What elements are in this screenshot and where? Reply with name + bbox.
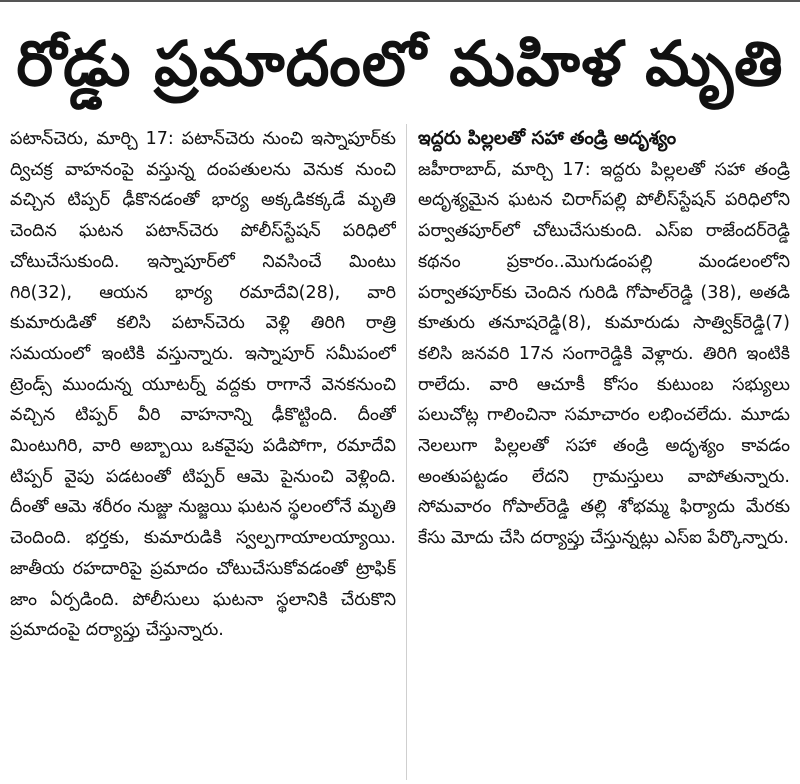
story2-heading: ఇద్దరు పిల్లలతో సహా తండ్రి అదృశ్యం [418,128,677,149]
headline: రోడ్డు ప్రమాదంలో మహిళ మృతి [16,27,784,100]
story1-body: పటాన్‌చెరు, మార్చి 17: పటాన్‌చెరు నుంచి ఇస్నాపూర్‌కు ద్విచక్ర వాహనంపై వస్తున్న దంపతులను వెనుక నుంచి వచ్చిన టిప్పర్ ఢీకొనడంతో భార్య అక్కడికక్కడే మృతి చెందిన ఘటన పటాన్‌చెరు పోలీస్‌స్టేషన్ పరిధిలో చోటుచేసుకుంది. ఇస్నాపూర్‌లో నివసించే మింటు గిరి(32), ఆయన భార్య రమాదేవి(28), వారి కుమారుడితో కలిసి పటాన్‌చెరు వెళ్లి తిరిగి రాత్రి సమయంలో ఇంటికి వస్తున్నారు. ఇస్నాపూర్ సమీపంలో ట్రెండ్స్ ముందున్న యూటర్న్ వద్దకు రాగానే వెనకనుంచి వచ్చిన టిప్పర్ వీరి వాహనాన్ని ఢీకొట్టింది. దీంతో మింటుగిరి, వారి అబ్బాయి ఒకవైపు పడిపోగా, రమాదేవి టిప్పర్ వైపు పడటంతో టిప్పర్ ఆమె పైనుంచి వెళ్లింది. దీంతో ఆమె శరీరం నుజ్జు నుజ్జయి ఘటన స్థలంలోనే మృతి చెందింది. భర్తకు, కుమారుడికి స్వల్పగాయాలయ్యాయి. జాతీయ రహదారిపై ప్రమాదం చోటుచేసుకోవడంతో ట్రాఫిక్ జాం ఏర్పడింది. పోలీసులు ఘటనా స్థలానికి చేరుకొని ప్రమాదంపై దర్యాప్తు చేస్తున్నారు. [10,129,396,641]
story-text-column-right [418,124,790,780]
story-text-column [10,124,396,780]
top-rule [0,0,800,2]
story2-body: జహీరాబాద్, మార్చి 17: ఇద్దరు పిల్లలతో సహా తండ్రి అదృశ్యమైన ఘటన చిరాగ్‌పల్లి పోలీస్‌స్టేషన్ పరిధిలోని పర్వాతపూర్‌లో చోటుచేసుకుంది. ఎస్ఐ రాజేందర్‌రెడ్డి కథనం ప్రకారం..మొగుడంపల్లి మండలంలోని పర్వాతపూర్‌కు చెందిన గురిడి గోపాల్‌రెడ్డి (38), అతడి కూతురు తనూషరెడ్డి(8), కుమారుడు సాత్విక్‌రెడ్డి(7) కలిసి జనవరి 17న సంగారెడ్డికి వెళ్లారు. తిరిగి ఇంటికి రాలేదు. వారి ఆచూకీ కోసం కుటుంబ సభ్యులు పలుచోట్ల గాలించినా సమాచారం లభించలేదు. మూడు నెలలుగా పిల్లలతో సహా తండ్రి అదృశ్యం కావడం అంతుపట్టడం లేదని గ్రామస్తులు వాపోతున్నారు. సోమవారం గోపాల్‌రెడ్డి తల్లి శోభమ్మ ఫిర్యాదు మేరకు కేసు మోదు చేసి దర్యాప్తు చేస్తున్నట్లు ఎస్ఐ పేర్కొన్నారు. [418,159,790,549]
column-divider [406,124,407,780]
